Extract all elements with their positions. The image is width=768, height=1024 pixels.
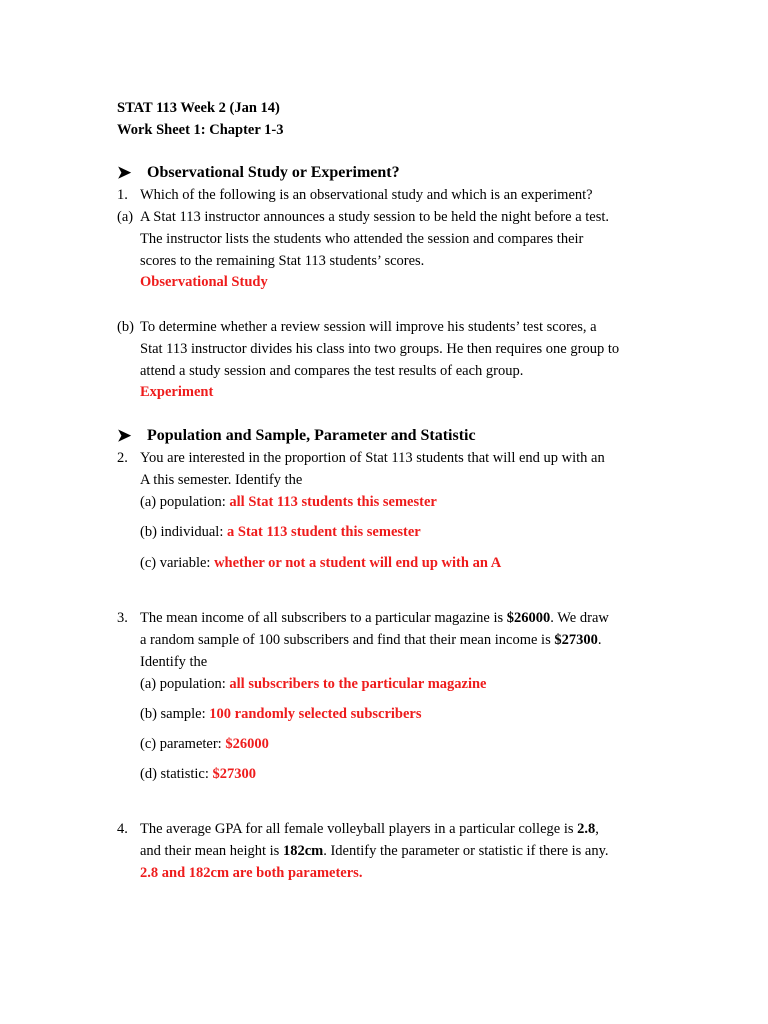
question-text: A Stat 113 instructor announces a study session to be held the night before a test.: [140, 209, 610, 225]
question-text: [140, 609, 609, 627]
bold-value: $27300: [554, 632, 598, 648]
item-label: (c) parameter:: [140, 736, 222, 752]
text-run: The mean income of all subscribers to a particular magazine is: [140, 610, 507, 626]
part-label: (b): [117, 319, 134, 335]
answer-text: all subscribers to the particular magazine: [229, 676, 487, 692]
list-item: [140, 765, 256, 783]
section-heading: Population and Sample, Parameter and Statistic: [147, 427, 476, 444]
text-run: ,: [595, 821, 599, 837]
list-item: [140, 705, 422, 723]
question-number: 4.: [117, 821, 128, 837]
list-item: [140, 735, 269, 753]
answer-text: $27300: [212, 766, 256, 782]
worksheet-title: STAT 113 Week 2 (Jan 14): [117, 100, 280, 116]
bold-value: 182cm: [282, 843, 324, 859]
answer-text: 100 randomly selected subscribers: [209, 706, 422, 722]
question-text: A this semester. Identify the: [140, 472, 303, 488]
question-text: Stat 113 instructor divides his class into two groups. He then requires one group to: [140, 341, 620, 357]
bold-value: 2.8: [577, 821, 596, 837]
item-label: (d) statistic:: [140, 766, 209, 782]
list-item: [140, 493, 437, 511]
part-label: (a): [117, 209, 134, 225]
item-label: (b) sample:: [140, 706, 206, 722]
question-number: 1.: [117, 187, 128, 203]
arrow-bullet-icon: ➤: [117, 426, 132, 445]
section-heading: Observational Study or Experiment?: [147, 164, 400, 181]
answer-text: all Stat 113 students this semester: [229, 494, 437, 510]
question-text: attend a study session and compares the test results of each group.: [140, 363, 524, 379]
question-text: You are interested in the proportion of Stat 113 students that will end up with an: [140, 450, 605, 466]
text-run: . Identify the parameter or statistic if there is any.: [323, 843, 609, 859]
question-text: Identify the: [140, 654, 208, 670]
text-run: a random sample of 100 subscribers and find that their mean income is: [140, 632, 555, 648]
worksheet-subtitle: Work Sheet 1: Chapter 1-3: [117, 122, 284, 138]
text-run: . We draw: [550, 610, 609, 626]
list-item: [140, 675, 487, 693]
question-text: [140, 842, 609, 860]
answer-text: 2.8 and 182cm are both parameters.: [140, 865, 363, 881]
item-label: (c) variable:: [140, 555, 211, 571]
question-number: 3.: [117, 610, 128, 626]
item-label: (b) individual:: [140, 524, 224, 540]
question-text: The instructor lists the students who attended the session and compares their: [140, 231, 584, 247]
answer-text: whether or not a student will end up with an A: [214, 555, 502, 571]
arrow-bullet-icon: ➤: [117, 163, 132, 182]
text-run: The average GPA for all female volleyball players in a particular college is: [140, 821, 578, 837]
item-label: (a) population:: [140, 494, 226, 510]
item-label: (a) population:: [140, 676, 226, 692]
answer-text: a Stat 113 student this semester: [227, 524, 421, 540]
list-item: [140, 523, 421, 541]
text-run: and their mean height is: [140, 843, 283, 859]
question-text: [140, 631, 601, 649]
bold-value: $26000: [506, 610, 551, 626]
text-run: .: [597, 632, 602, 648]
answer-text: $26000: [225, 736, 269, 752]
question-number: 2.: [117, 450, 128, 466]
question-text: scores to the remaining Stat 113 students’ scores.: [140, 253, 425, 269]
list-item: [140, 554, 501, 572]
question-text: Which of the following is an observational study and which is an experiment?: [140, 187, 593, 203]
answer-text: Observational Study: [140, 274, 268, 290]
question-text: To determine whether a review session will improve his students’ test scores, a: [140, 319, 597, 335]
question-text: [140, 820, 599, 838]
answer-text: Experiment: [140, 384, 214, 400]
